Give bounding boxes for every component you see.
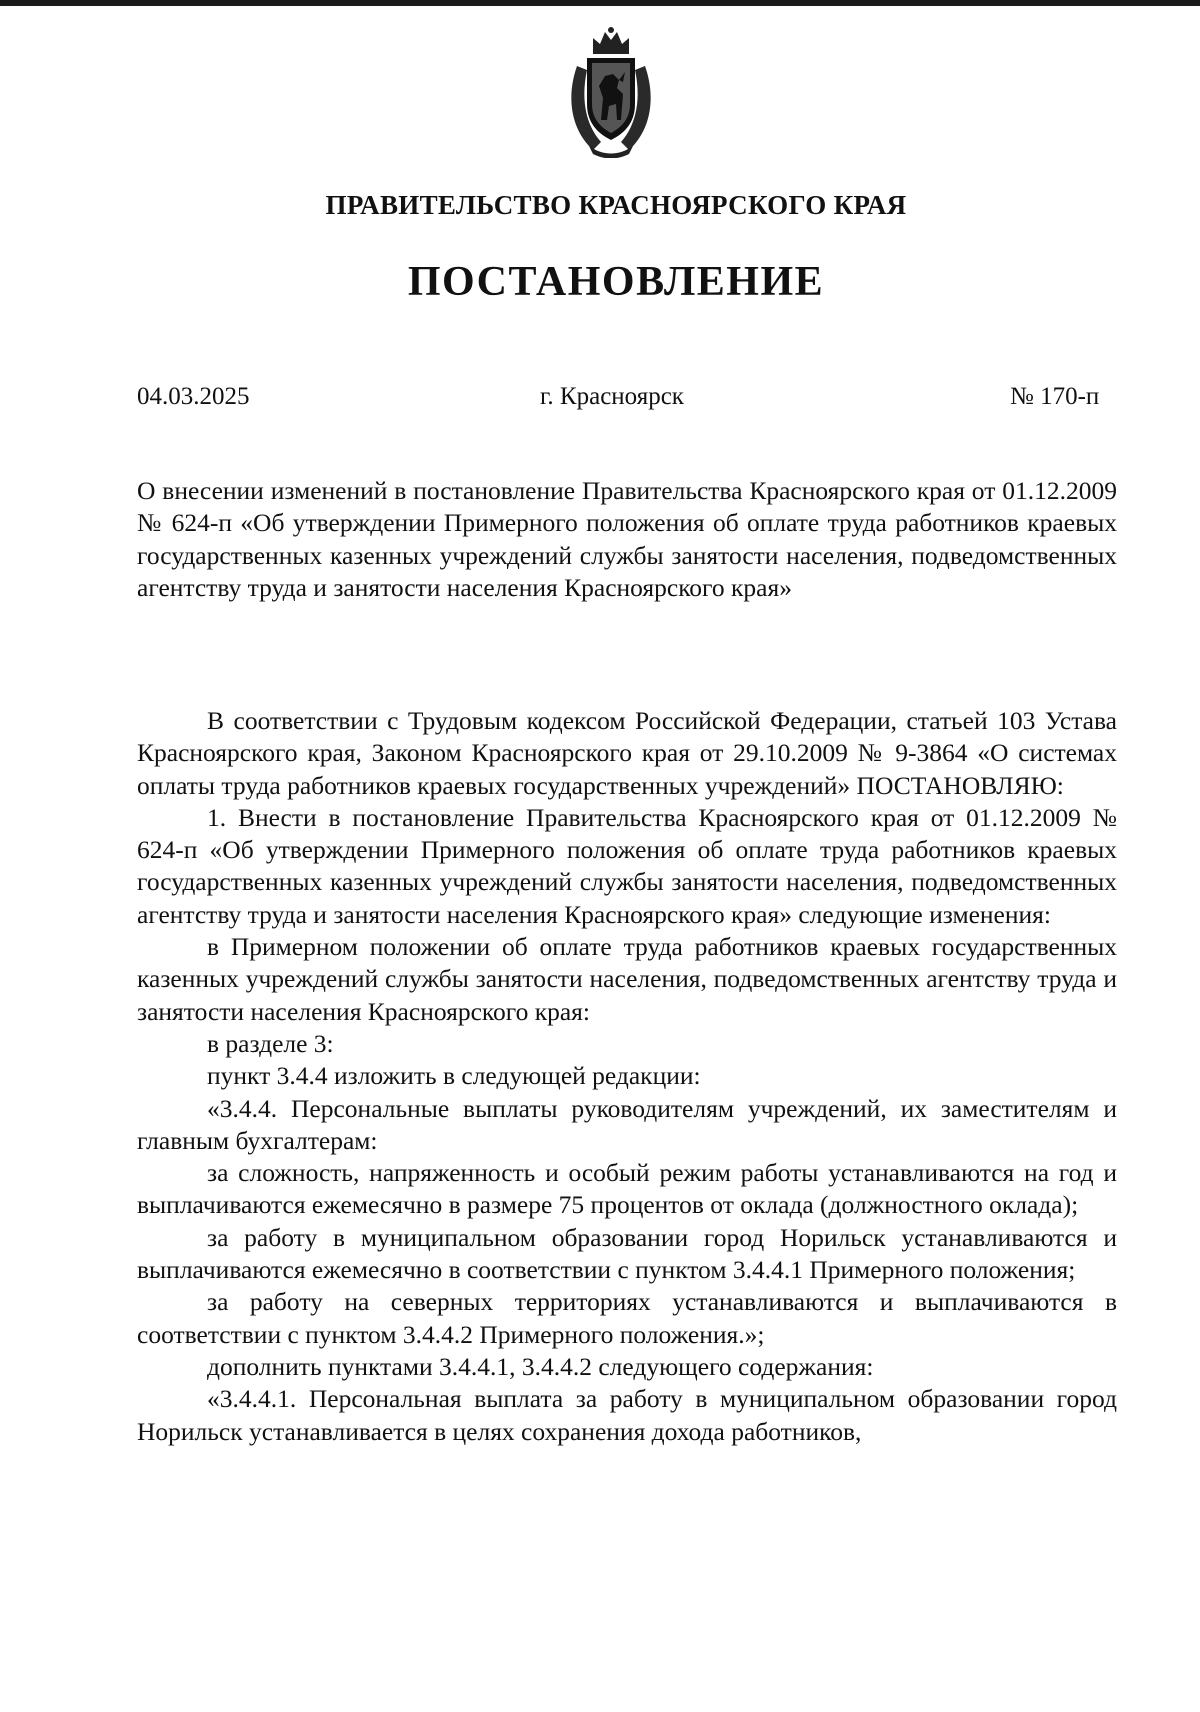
scan-edge xyxy=(0,0,1200,6)
regulation-scope-paragraph: в Примерном положении об оплате труда работников краевых государственных казенных учреждений службы занятости населения, подведомственных агентству труда и занятости населения Красноярского края: xyxy=(137,932,1117,1026)
title-text: О внесении изменений в постановление Правительства Красноярского края от 01.12.2009 № 624-п «Об утверждении Примерного положения об оплате труда работников краевых государственных казенных учреждений службы занятости населения, подведомственных агентству труда и занятости населения Красноярского края» xyxy=(137,476,1117,602)
document-title xyxy=(137,475,1117,604)
preamble-paragraph: В соответствии с Трудовым кодексом Российской Федерации, статьей 103 Устава Красноярского края, Законом Красноярского края от 29.10.2009 № 9-3864 «О системах оплаты труда работников краевых государственных учреждений» ПОСТАНОВЛЯЮ: xyxy=(137,706,1117,800)
item-1-paragraph: 1. Внести в постановление Правительства Красноярского края от 01.12.2009 № 624-п «Об утверждении Примерного положения об оплате труда работников краевых государственных казенных учреждений службы занятости населения, подведомственных агентству труда и занятости населения Красноярского края» следующие изменения: xyxy=(137,802,1117,929)
northern-payment-paragraph: за работу на северных территориях устанавливаются и выплачиваются в соответствии с пунктом 3.4.4.2 Примерного положения.»; xyxy=(137,1287,1117,1349)
clause-3-4-4-paragraph: «3.4.4. Персональные выплаты руководителям учреждений, их заместителям и главным бухгалтерам: xyxy=(137,1093,1117,1155)
supplement-clauses-paragraph: дополнить пунктами 3.4.4.1, 3.4.4.2 следующего содержания: xyxy=(207,1351,874,1381)
clause-3-4-4-1-paragraph: «3.4.4.1. Персональная выплата за работу в муниципальном образовании город Норильск устанавливается в целях сохранения дохода работников, xyxy=(137,1384,1117,1446)
norilsk-payment-paragraph: за работу в муниципальном образовании город Норильск устанавливаются и выплачиваются ежемесячно в соответствии с пунктом 3.4.4.1 Примерного положения; xyxy=(137,1222,1117,1285)
document-date: 04.03.2025 xyxy=(137,383,250,410)
clause-3-4-4-intro-paragraph: пункт 3.4.4 изложить в следующей редакции: xyxy=(207,1061,701,1091)
document-type-heading: ПОСТАНОВЛЕНИЕ xyxy=(407,259,825,305)
complexity-payment-paragraph: за сложность, напряженность и особый режим работы устанавливаются на год и выплачиваются ежемесячно в размере 75 процентов от оклада (должностного оклада); xyxy=(137,1158,1117,1220)
document-number: № 170-п xyxy=(1010,383,1100,410)
section-3-paragraph: в разделе 3: xyxy=(207,1028,334,1058)
issuing-authority: ПРАВИТЕЛЬСТВО КРАСНОЯРСКОГО КРАЯ xyxy=(325,190,907,220)
document-body xyxy=(137,705,1117,1448)
document-city: г. Красноярск xyxy=(540,383,684,410)
krasnoyarsk-coat-of-arms-icon xyxy=(563,24,659,158)
